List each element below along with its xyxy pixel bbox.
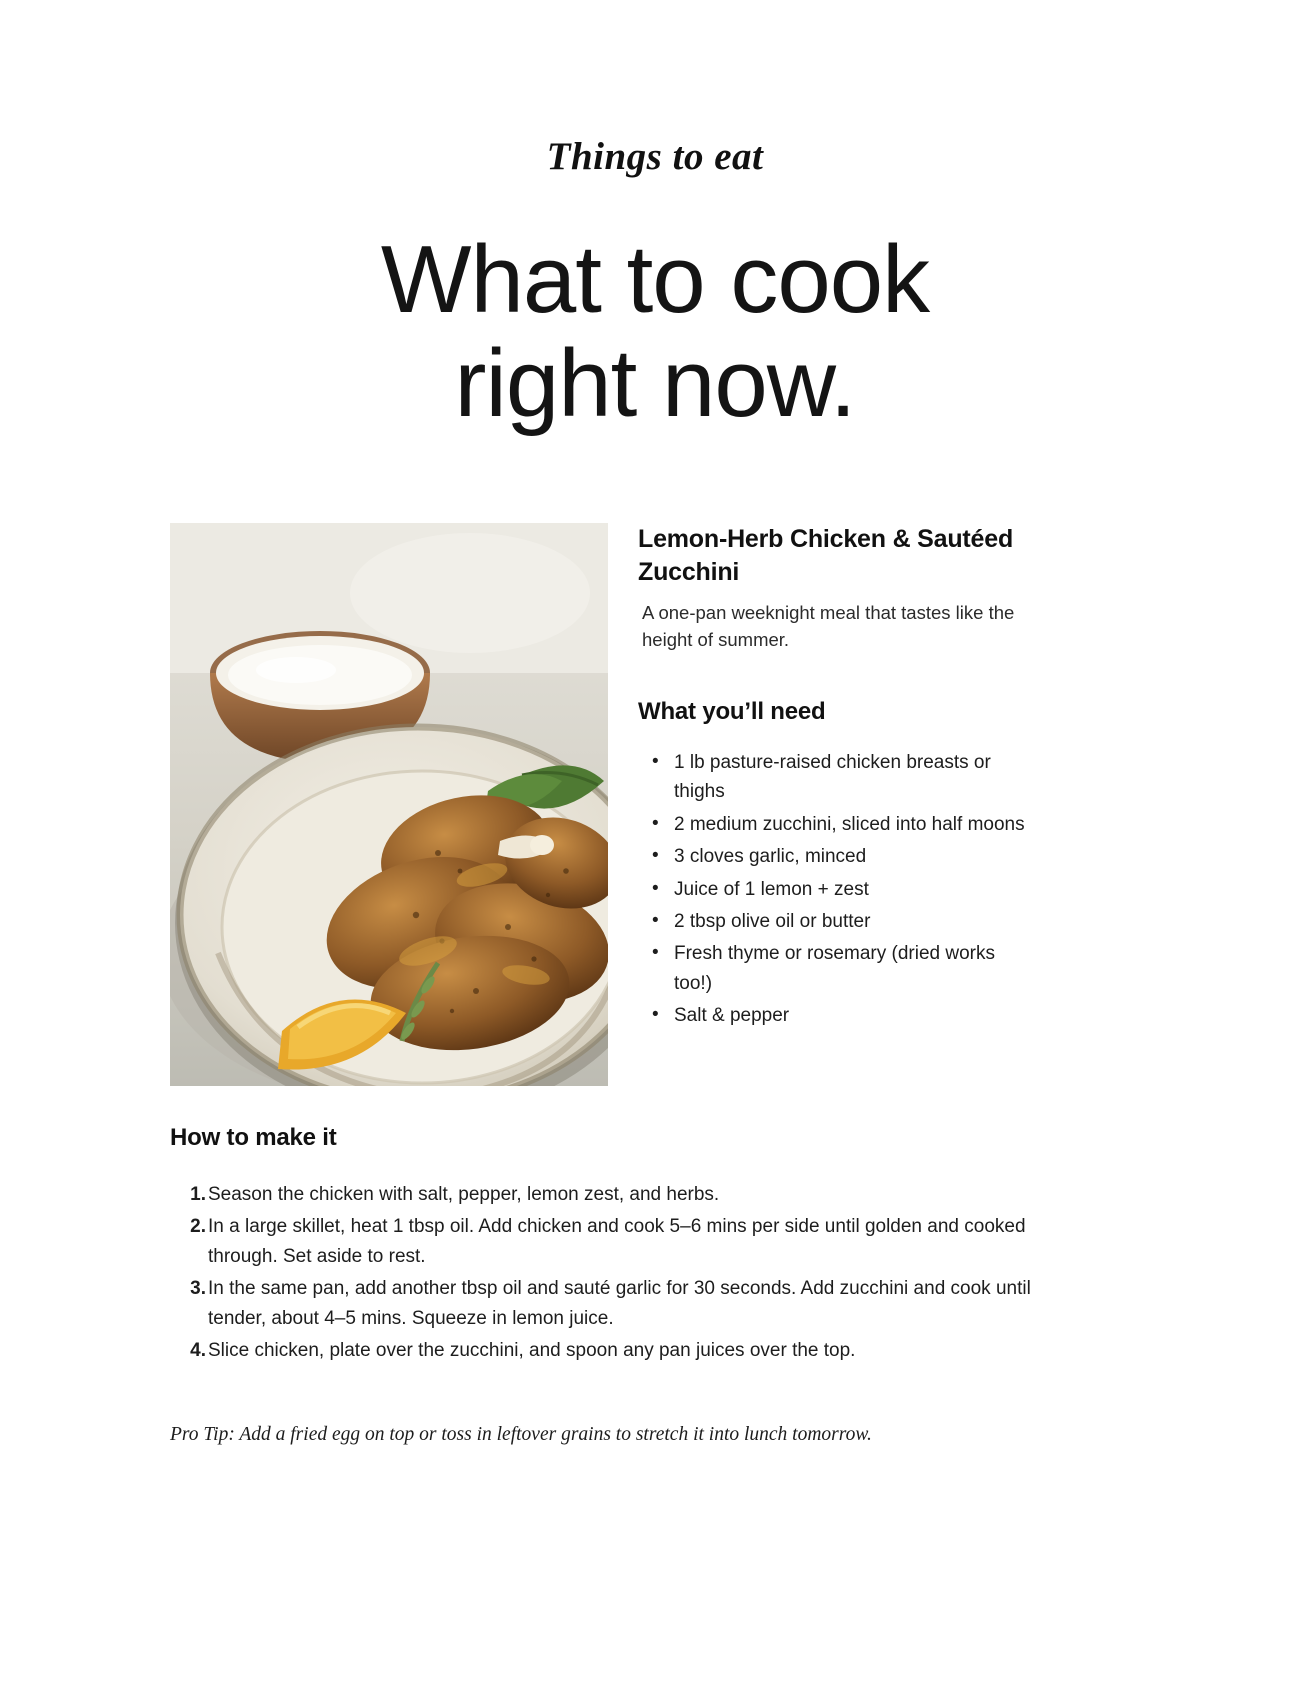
food-photo-illustration [170, 523, 608, 1086]
ingredients-list [638, 748, 1026, 1031]
headline-line-1: What to cook [380, 226, 930, 333]
list-item: • Salt & pepper [674, 1001, 1026, 1030]
list-item: Season the chicken with salt, pepper, lemon zest, and herbs. [208, 1184, 720, 1205]
recipe-subtitle: A one-pan weeknight meal that tastes like the height of summer. [642, 602, 1015, 651]
headline-line-2: right now. [454, 329, 856, 437]
list-item: • 2 medium zucchini, sliced into half moons [674, 810, 1026, 839]
steps-heading: How to make it [170, 1124, 337, 1151]
instructions-section [170, 1124, 1036, 1368]
page-title [0, 228, 1310, 435]
recipe-photo [170, 523, 608, 1086]
kicker-text: Things to eat [546, 135, 764, 178]
pro-tip: Pro Tip: Add a fried egg on top or toss in leftover grains to stretch it into lunch tomorrow. [170, 1424, 872, 1445]
list-item: • Fresh thyme or rosemary (dried works too!) [674, 939, 1026, 998]
ingredients-heading: What you’ll need [638, 697, 826, 725]
list-item: In a large skillet, heat 1 tbsp oil. Add chicken and cook 5–6 mins per side until golden and cooked through. Set aside to rest. [208, 1216, 1026, 1268]
list-item: • 2 tbsp olive oil or butter [674, 907, 1026, 936]
list-item: • Juice of 1 lemon + zest [674, 875, 1026, 904]
list-item: Slice chicken, plate over the zucchini, and spoon any pan juices over the top. [208, 1340, 856, 1362]
list-item: In the same pan, add another tbsp oil and sauté garlic for 30 seconds. Add zucchini and cook until tender, about 4–5 mins. Squeeze in lemon juice. [208, 1278, 1031, 1330]
list-item: • 3 cloves garlic, minced [674, 842, 1026, 871]
list-item: • 1 lb pasture-raised chicken breasts or thighs [674, 748, 1026, 807]
recipe-summary [638, 523, 1026, 1034]
recipe-title: Lemon-Herb Chicken & Sautéed Zucchini [638, 525, 1014, 586]
steps-list [170, 1180, 1036, 1366]
